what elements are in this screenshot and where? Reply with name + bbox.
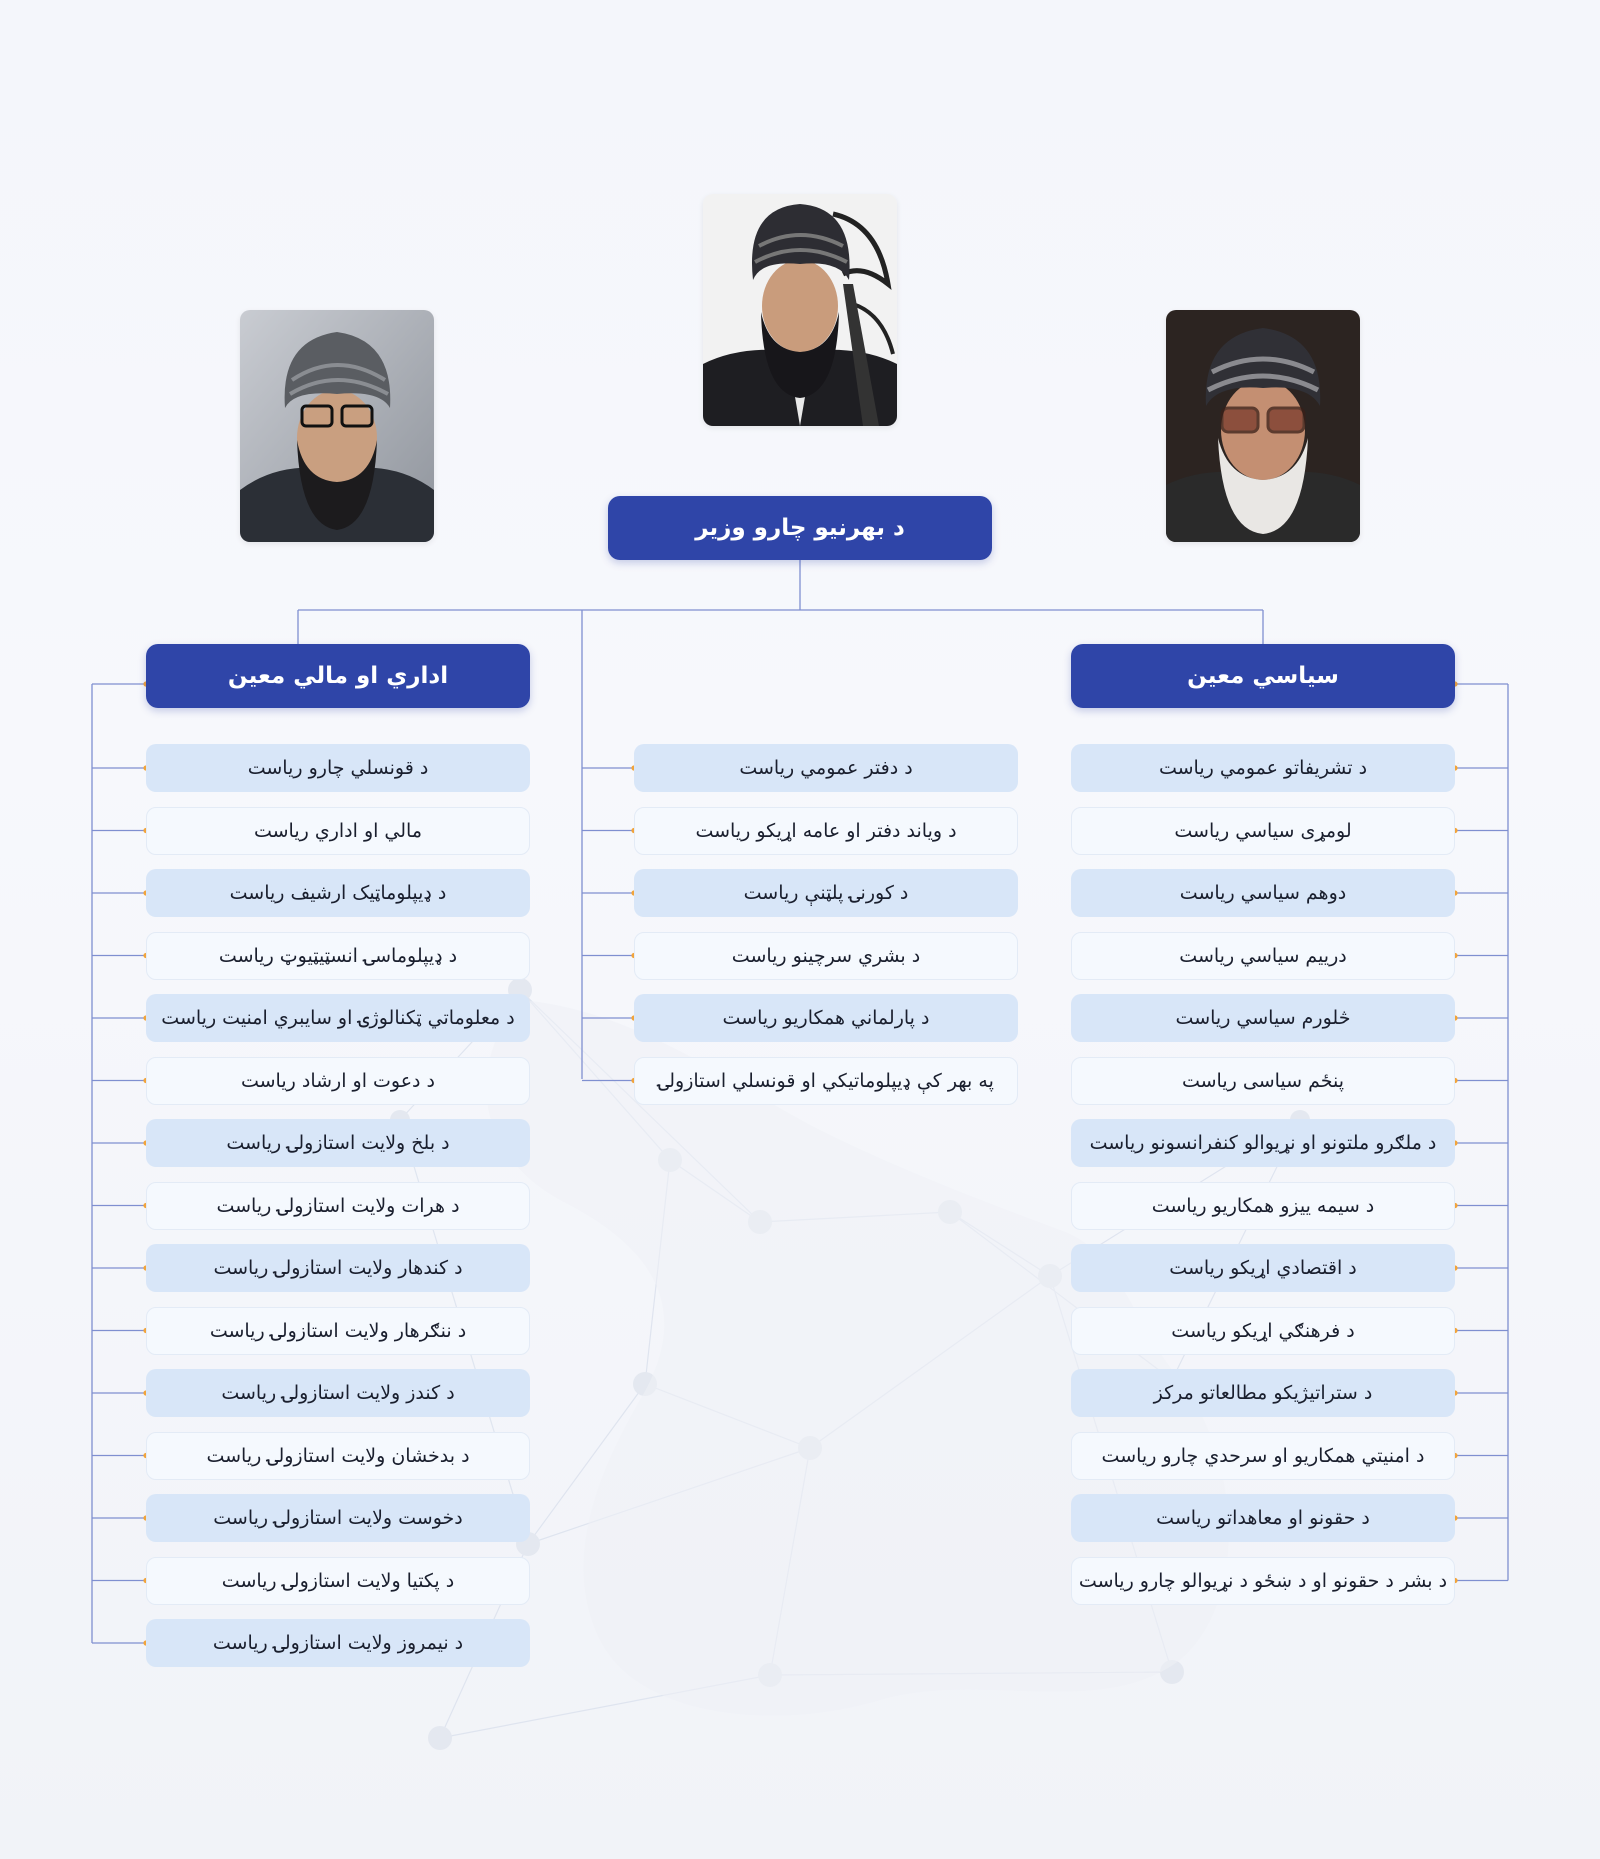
directorate-item: د معلوماتي ټکنالوژۍ او سايبري امنيت رياست (146, 994, 530, 1042)
directorate-item: څلورم سياسي رياست (1071, 994, 1455, 1042)
directorate-item: د هرات ولایت استازولۍ رياست (146, 1182, 530, 1230)
minister-title: د بهرنیو چارو وزیر (695, 515, 905, 541)
directorate-item: د پارلماني همکاريو رياست (634, 994, 1018, 1042)
directorate-item: د ډیپلوماټیک ارشیف رياست (146, 869, 530, 917)
directorate-item: د کندهار ولایت استازولۍ رياست (146, 1244, 530, 1292)
directorate-item: د بشر د حقونو او د ښځو د نړیوالو چارو رياست (1071, 1557, 1455, 1605)
directorate-item: لومړی سياسي رياست (1071, 807, 1455, 855)
directorate-item: د قونسلي چارو رياست (146, 744, 530, 792)
political-deputy-photo (1166, 310, 1360, 542)
minister-box (608, 496, 992, 560)
directorate-item: د بشري سرچینو رياست (634, 932, 1018, 980)
directorate-item: د بدخشان ولایت استازولۍ رياست (146, 1432, 530, 1480)
directorate-item: د کورنۍ پلټنې رياست (634, 869, 1018, 917)
admin-deputy-title: اداري او مالي معین (227, 663, 449, 689)
directorate-item: د نیمروز ولایت استازولۍ رياست (146, 1619, 530, 1667)
admin-deputy-photo (240, 310, 434, 542)
directorate-item: د دعوت او ارشاد رياست (146, 1057, 530, 1105)
directorate-item: د ډیپلوماسۍ انسټیټیوټ رياست (146, 932, 530, 980)
minister-photo (703, 194, 897, 426)
directorate-item: پنځم سياسی رياست (1071, 1057, 1455, 1105)
directorate-item: د ویاند دفتر او عامه اړیکو رياست (634, 807, 1018, 855)
person-portrait-icon (1166, 310, 1360, 542)
directorate-item: دریيم سياسي رياست (1071, 932, 1455, 980)
directorate-item: د امنيتي همکاريو او سرحدي چارو رياست (1071, 1432, 1455, 1480)
directorate-item: د اقتصادي اړیکو رياست (1071, 1244, 1455, 1292)
person-portrait-icon (703, 194, 897, 426)
directorate-item: د ستراتیژیکو مطالعاتو مرکز (1071, 1369, 1455, 1417)
directorate-item: دوهم سياسي رياست (1071, 869, 1455, 917)
directorate-item: د تشريفاتو عمومي رياست (1071, 744, 1455, 792)
directorate-item: د ملګرو ملتونو او نړیوالو کنفرانسونو رياست (1071, 1119, 1455, 1167)
directorate-item: د پکتیا ولایت استازولۍ رياست (146, 1557, 530, 1605)
political-deputy-box (1071, 644, 1455, 708)
directorate-item: دخوست ولایت استازولۍ رياست (146, 1494, 530, 1542)
directorate-item: د دفتر عمومي رياست (634, 744, 1018, 792)
directorate-item: د بلخ ولایت استازولۍ رياست (146, 1119, 530, 1167)
directorate-item: په بهر کې ډیپلوماتیکي او قونسلي استازولۍ (634, 1057, 1018, 1105)
directorate-item: د حقونو او معاهداتو رياست (1071, 1494, 1455, 1542)
directorate-item: د فرهنګي اړیکو رياست (1071, 1307, 1455, 1355)
directorate-item: د کندز ولایت استازولۍ رياست (146, 1369, 530, 1417)
person-portrait-icon (240, 310, 434, 542)
directorate-item: د ننګرهار ولایت استازولۍ رياست (146, 1307, 530, 1355)
political-deputy-title: سياسي معین (1187, 663, 1339, 689)
directorate-item: مالي او اداري رياست (146, 807, 530, 855)
admin-deputy-box (146, 644, 530, 708)
directorate-item: د سیمه ییزو همکاريو رياست (1071, 1182, 1455, 1230)
